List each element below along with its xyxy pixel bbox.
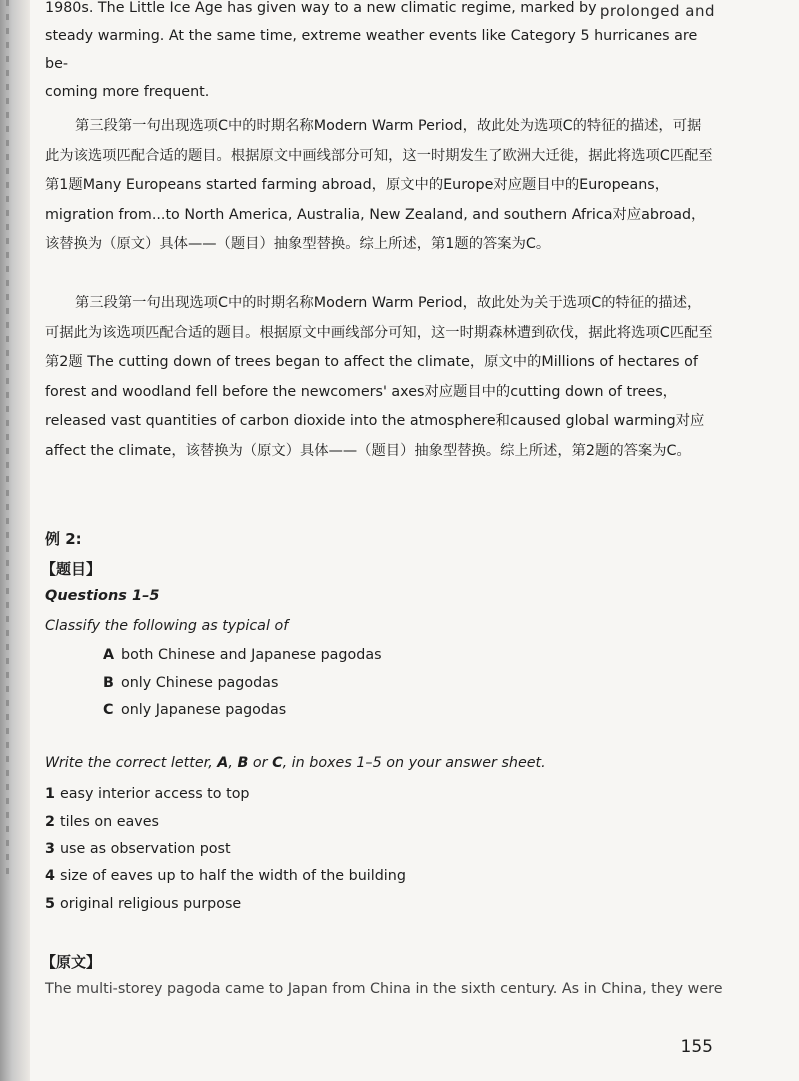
book-spine-shadow bbox=[0, 0, 30, 1081]
page-number: 155 bbox=[680, 1037, 713, 1057]
top-line-3: coming more frequent. bbox=[45, 84, 210, 100]
option-c-text: only Japanese pagodas bbox=[121, 702, 287, 718]
letter-a: A bbox=[217, 755, 229, 771]
letter-c: C bbox=[272, 755, 283, 771]
question-5-text: original religious purpose bbox=[60, 896, 242, 912]
analysis-2-text: 第三段第一句出现选项C中的时期名称Modern Warm Period，故此处为关于选项C的特征的描述，可据此为该选项匹配合适的题目。根据原文中画线部分可知，这一时期森林遭到砍伐，据此将选项C匹配至第2题 The cutting down of trees began to affect the climate，原文中的Millions of hectares of forest and woodland fell before the newcomers' axes对应题目中的cutting down of trees，released vast quantities of carbon dioxide into the atmosphere和caused global warming对应affect the climate，该替换为（原文）具体——（题目）抽象型替换。综上所述，第2题的答案为C。 bbox=[45, 295, 713, 459]
question-5 bbox=[45, 894, 241, 914]
question-2-text: tiles on eaves bbox=[60, 814, 159, 830]
example-label: 例 2: bbox=[45, 530, 82, 548]
classify-instruction: Classify the following as typical of bbox=[45, 618, 289, 634]
option-c bbox=[103, 700, 286, 720]
write-instruction-pre: Write the correct letter, bbox=[45, 755, 218, 771]
question-2 bbox=[45, 812, 159, 832]
original-header: 【原文】 bbox=[41, 953, 102, 971]
option-c-letter: C bbox=[103, 702, 114, 718]
option-b-text: only Chinese pagodas bbox=[121, 675, 279, 691]
letter-b: B bbox=[237, 755, 249, 771]
question-5-number: 5 bbox=[45, 896, 55, 912]
question-header: 【题目】 bbox=[41, 560, 102, 578]
question-3-number: 3 bbox=[45, 841, 55, 857]
write-instruction-post: , in boxes 1–5 on your answer sheet. bbox=[282, 755, 546, 771]
option-a-text: both Chinese and Japanese pagodas bbox=[121, 647, 382, 663]
question-4-number: 4 bbox=[45, 868, 55, 884]
questions-title: Questions 1–5 bbox=[45, 588, 160, 604]
original-text: The multi-storey pagoda came to Japan from China in the sixth century. As in China, they were bbox=[45, 981, 723, 997]
question-2-number: 2 bbox=[45, 814, 55, 830]
cut-off-text: prolonged and bbox=[599, 2, 715, 20]
question-1 bbox=[45, 784, 250, 804]
top-line-2: steady warming. At the same time, extreme weather events like Category 5 hurricanes are be- bbox=[45, 28, 698, 72]
write-instruction-mid: or bbox=[248, 755, 273, 771]
question-1-text: easy interior access to top bbox=[60, 786, 250, 802]
analysis-paragraph-1 bbox=[45, 112, 715, 260]
option-a bbox=[103, 645, 382, 665]
question-4-text: size of eaves up to half the width of the building bbox=[60, 868, 406, 884]
analysis-1-text: 第三段第一句出现选项C中的时期名称Modern Warm Period，故此处为选项C的特征的描述，可据此为该选项匹配合适的题目。根据原文中画线部分可知，这一时期发生了欧洲大迁徙，据此将选项C匹配至第1题Many Europeans started farming abroad，原文中的Europe对应题目中的Europeans，migration from...to North America, Australia, New Zealand, and southern Africa对应abroad，该替换为（原文）具体——（题目）抽象型替换。综上所述，第1题的答案为C。 bbox=[45, 118, 713, 252]
question-3 bbox=[45, 839, 231, 859]
option-b-letter: B bbox=[103, 675, 114, 691]
write-instruction-sep: , bbox=[228, 755, 238, 771]
question-3-text: use as observation post bbox=[60, 841, 231, 857]
write-instruction bbox=[45, 755, 546, 771]
top-line-1: 1980s. The Little Ice Age has given way to a new climatic regime, marked by bbox=[45, 0, 597, 16]
question-4 bbox=[45, 866, 406, 886]
option-b bbox=[103, 673, 278, 693]
option-a-letter: A bbox=[103, 647, 115, 663]
question-1-number: 1 bbox=[45, 786, 55, 802]
analysis-paragraph-2 bbox=[45, 289, 715, 466]
top-english-passage bbox=[45, 0, 715, 106]
